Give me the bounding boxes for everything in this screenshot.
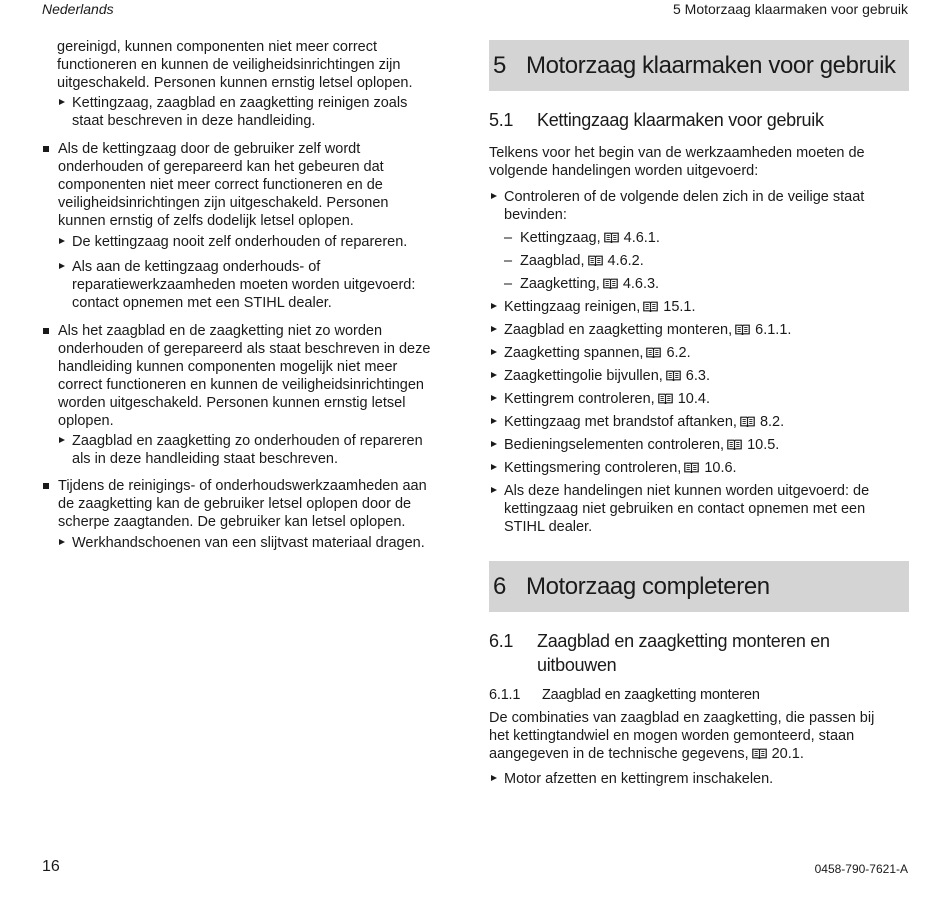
reference-link[interactable]: 8.2. <box>759 414 785 430</box>
subsection-title-line: uitbouwen <box>537 655 617 675</box>
manual-reference-icon <box>646 347 661 358</box>
text-line: Controleren of de volgende delen zich in de veilige staat <box>504 189 865 205</box>
text-line: scherpe zaagtanden. De gebruiker kan letsel oplopen. <box>58 514 406 530</box>
subsection-heading-6-1-1 <box>489 686 909 704</box>
right-column <box>489 40 909 788</box>
instruction-step: Kettingrem controleren, 10.4. <box>489 390 909 408</box>
reference-link[interactable]: 6.2. <box>666 345 691 361</box>
section-number: 6 <box>493 573 506 600</box>
check-item: – Zaagketting, 4.6.3. <box>489 275 909 293</box>
reference-link[interactable]: 10.4. <box>677 391 710 407</box>
text-line: veiligheidsinrichtingen zijn uitgeschakeld. Personen <box>58 195 389 211</box>
instruction-step: Zaagblad en zaagketting monteren, 6.1.1. <box>489 321 909 339</box>
section-title: Motorzaag completeren <box>526 573 770 600</box>
manual-reference-icon <box>603 278 618 289</box>
instruction-step <box>57 534 462 552</box>
subsection-heading-6-1 <box>489 629 909 677</box>
text-line: Motor afzetten en kettingrem inschakelen. <box>504 771 774 787</box>
manual-reference-icon <box>740 416 755 427</box>
subsection-number: 5.1 <box>489 110 514 130</box>
left-column <box>42 38 462 552</box>
manual-reference-icon <box>752 748 767 759</box>
intro-paragraph <box>489 144 909 180</box>
text-line: het kettingtandwiel en mogen worden gemonteerd, staan <box>489 728 855 744</box>
text-line: kunnen ernstig of zelfs dodelijk letsel oplopen. <box>58 213 354 229</box>
reference-link[interactable]: 15.1. <box>663 299 696 315</box>
subsection-title: Zaagblad en zaagketting monteren <box>542 687 760 703</box>
section-heading-5 <box>489 40 909 91</box>
instruction-step: Bedieningselementen controleren, 10.5. <box>489 436 909 454</box>
reference-link[interactable]: 4.6.1. <box>623 230 660 246</box>
text-line: bevinden: <box>504 207 567 223</box>
text-line: reparatiewerkzaamheden moeten worden uitgevoerd: <box>72 277 416 293</box>
text-line: componenten niet meer correct functioneren en de <box>58 177 383 193</box>
text-line: Als het zaagblad en de zaagketting niet zo worden <box>58 323 383 339</box>
text-line: de zaagketting kan de gebruiker letsel oplopen door de <box>58 496 412 512</box>
manual-reference-icon <box>735 324 750 335</box>
instruction-step <box>57 258 462 312</box>
warning-bullet <box>42 477 462 531</box>
check-item: – Kettingzaag, 4.6.1. <box>489 229 909 247</box>
instruction-step <box>489 770 909 788</box>
subsection-number: 6.1.1 <box>489 687 521 703</box>
text-line: De combinaties van zaagblad en zaagketting, die passen bij <box>489 710 875 726</box>
manual-reference-icon <box>643 301 658 312</box>
subsection-title-line: Zaagblad en zaagketting monteren en <box>537 631 830 651</box>
text-line: Als de kettingzaag door de gebruiker zelf wordt <box>58 141 361 157</box>
manual-reference-icon <box>666 370 681 381</box>
text-line: Als deze handelingen niet kunnen worden uitgevoerd: de <box>504 483 870 499</box>
manual-reference-icon <box>604 232 619 243</box>
reference-link[interactable]: 20.1. <box>771 746 804 762</box>
header-chapter: 5 Motorzaag klaarmaken voor gebruik <box>672 1 908 17</box>
text-line: aangegeven in de technische gegevens, 20.1. <box>489 746 804 762</box>
text-line: onderhouden of gerepareerd kan het gebeuren dat <box>58 159 384 175</box>
body-paragraph <box>489 709 909 763</box>
instruction-step <box>57 94 462 130</box>
reference-link[interactable]: 10.6. <box>704 460 737 476</box>
text-line: STIHL dealer. <box>504 519 593 535</box>
manual-reference-icon <box>684 462 699 473</box>
text-line: onderhouden of gerepareerd als staat beschreven in deze <box>58 341 431 357</box>
section-title: Motorzaag klaarmaken voor gebruik <box>526 52 896 79</box>
intro-paragraph <box>57 38 462 92</box>
subsection-title: Kettingzaag klaarmaken voor gebruik <box>537 110 824 130</box>
text-line: als in deze handleiding staat beschreven. <box>72 451 339 467</box>
text-line: uitgeschakeld. Personen kunnen ernstig letsel oplopen. <box>57 75 413 91</box>
warning-bullet <box>42 140 462 230</box>
instruction-step <box>57 233 462 251</box>
reference-link[interactable]: 6.1.1. <box>755 322 792 338</box>
warning-bullet <box>42 322 462 430</box>
reference-link[interactable]: 4.6.2. <box>607 253 644 269</box>
reference-link[interactable]: 4.6.3. <box>622 276 660 292</box>
text-line: De kettingzaag nooit zelf onderhouden of repareren. <box>72 234 408 250</box>
instruction-step: Kettingzaag met brandstof aftanken, 8.2. <box>489 413 909 431</box>
text-line: Werkhandschoenen van een slijtvast materiaal dragen. <box>72 535 425 551</box>
text-line: kettingzaag niet gebruiken en contact opnemen met een <box>504 501 866 517</box>
text-line: staat beschreven in deze handleiding. <box>72 113 316 129</box>
text-line: functioneren en kunnen de veiligheidsinrichtingen zijn <box>57 57 401 73</box>
instruction-step: Zaagketting spannen, 6.2. <box>489 344 909 362</box>
instruction-step: Kettingzaag reinigen, 15.1. <box>489 298 909 316</box>
instruction-step <box>57 432 462 468</box>
instruction-step: Zaagkettingolie bijvullen, 6.3. <box>489 367 909 385</box>
text-line: contact opnemen met een STIHL dealer. <box>72 295 332 311</box>
instruction-step: Kettingsmering controleren, 10.6. <box>489 459 909 477</box>
reference-link[interactable]: 6.3. <box>685 368 710 384</box>
text-line: Als aan de kettingzaag onderhouds- of <box>72 259 321 275</box>
text-line: volgende handelingen worden uitgevoerd: <box>489 163 759 179</box>
text-line: worden uitgeschakeld. Personen kunnen ernstig letsel <box>58 395 406 411</box>
instruction-step <box>489 482 909 536</box>
manual-reference-icon <box>588 255 603 266</box>
manual-reference-icon <box>727 439 742 450</box>
reference-link[interactable]: 10.5. <box>747 437 780 453</box>
text-line: Telkens voor het begin van de werkzaamheden moeten de <box>489 145 865 161</box>
text-line: gereinigd, kunnen componenten niet meer correct <box>57 39 377 55</box>
text-line: Tijdens de reinigings- of onderhoudswerkzaamheden aan <box>58 478 427 494</box>
text-line: correct functioneren en kunnen de veiligheidsinrichtingen <box>58 377 424 393</box>
document-code: 0458-790-7621-A <box>814 862 908 876</box>
text-line: Zaagblad en zaagketting zo onderhouden of repareren <box>72 433 423 449</box>
text-line: handleiding kunnen componenten mogelijk niet meer <box>58 359 398 375</box>
subsection-number: 6.1 <box>489 631 514 651</box>
header-language: Nederlands <box>42 1 114 17</box>
manual-reference-icon <box>658 393 673 404</box>
subsection-heading-5-1 <box>489 108 909 132</box>
text-line: Kettingzaag, zaagblad en zaagketting reinigen zoals <box>72 95 408 111</box>
section-heading-6 <box>489 561 909 612</box>
text-line: oplopen. <box>58 413 114 429</box>
section-number: 5 <box>493 52 506 79</box>
page-number: 16 <box>42 858 60 875</box>
instruction-step <box>489 188 909 224</box>
check-item: – Zaagblad, 4.6.2. <box>489 252 909 270</box>
